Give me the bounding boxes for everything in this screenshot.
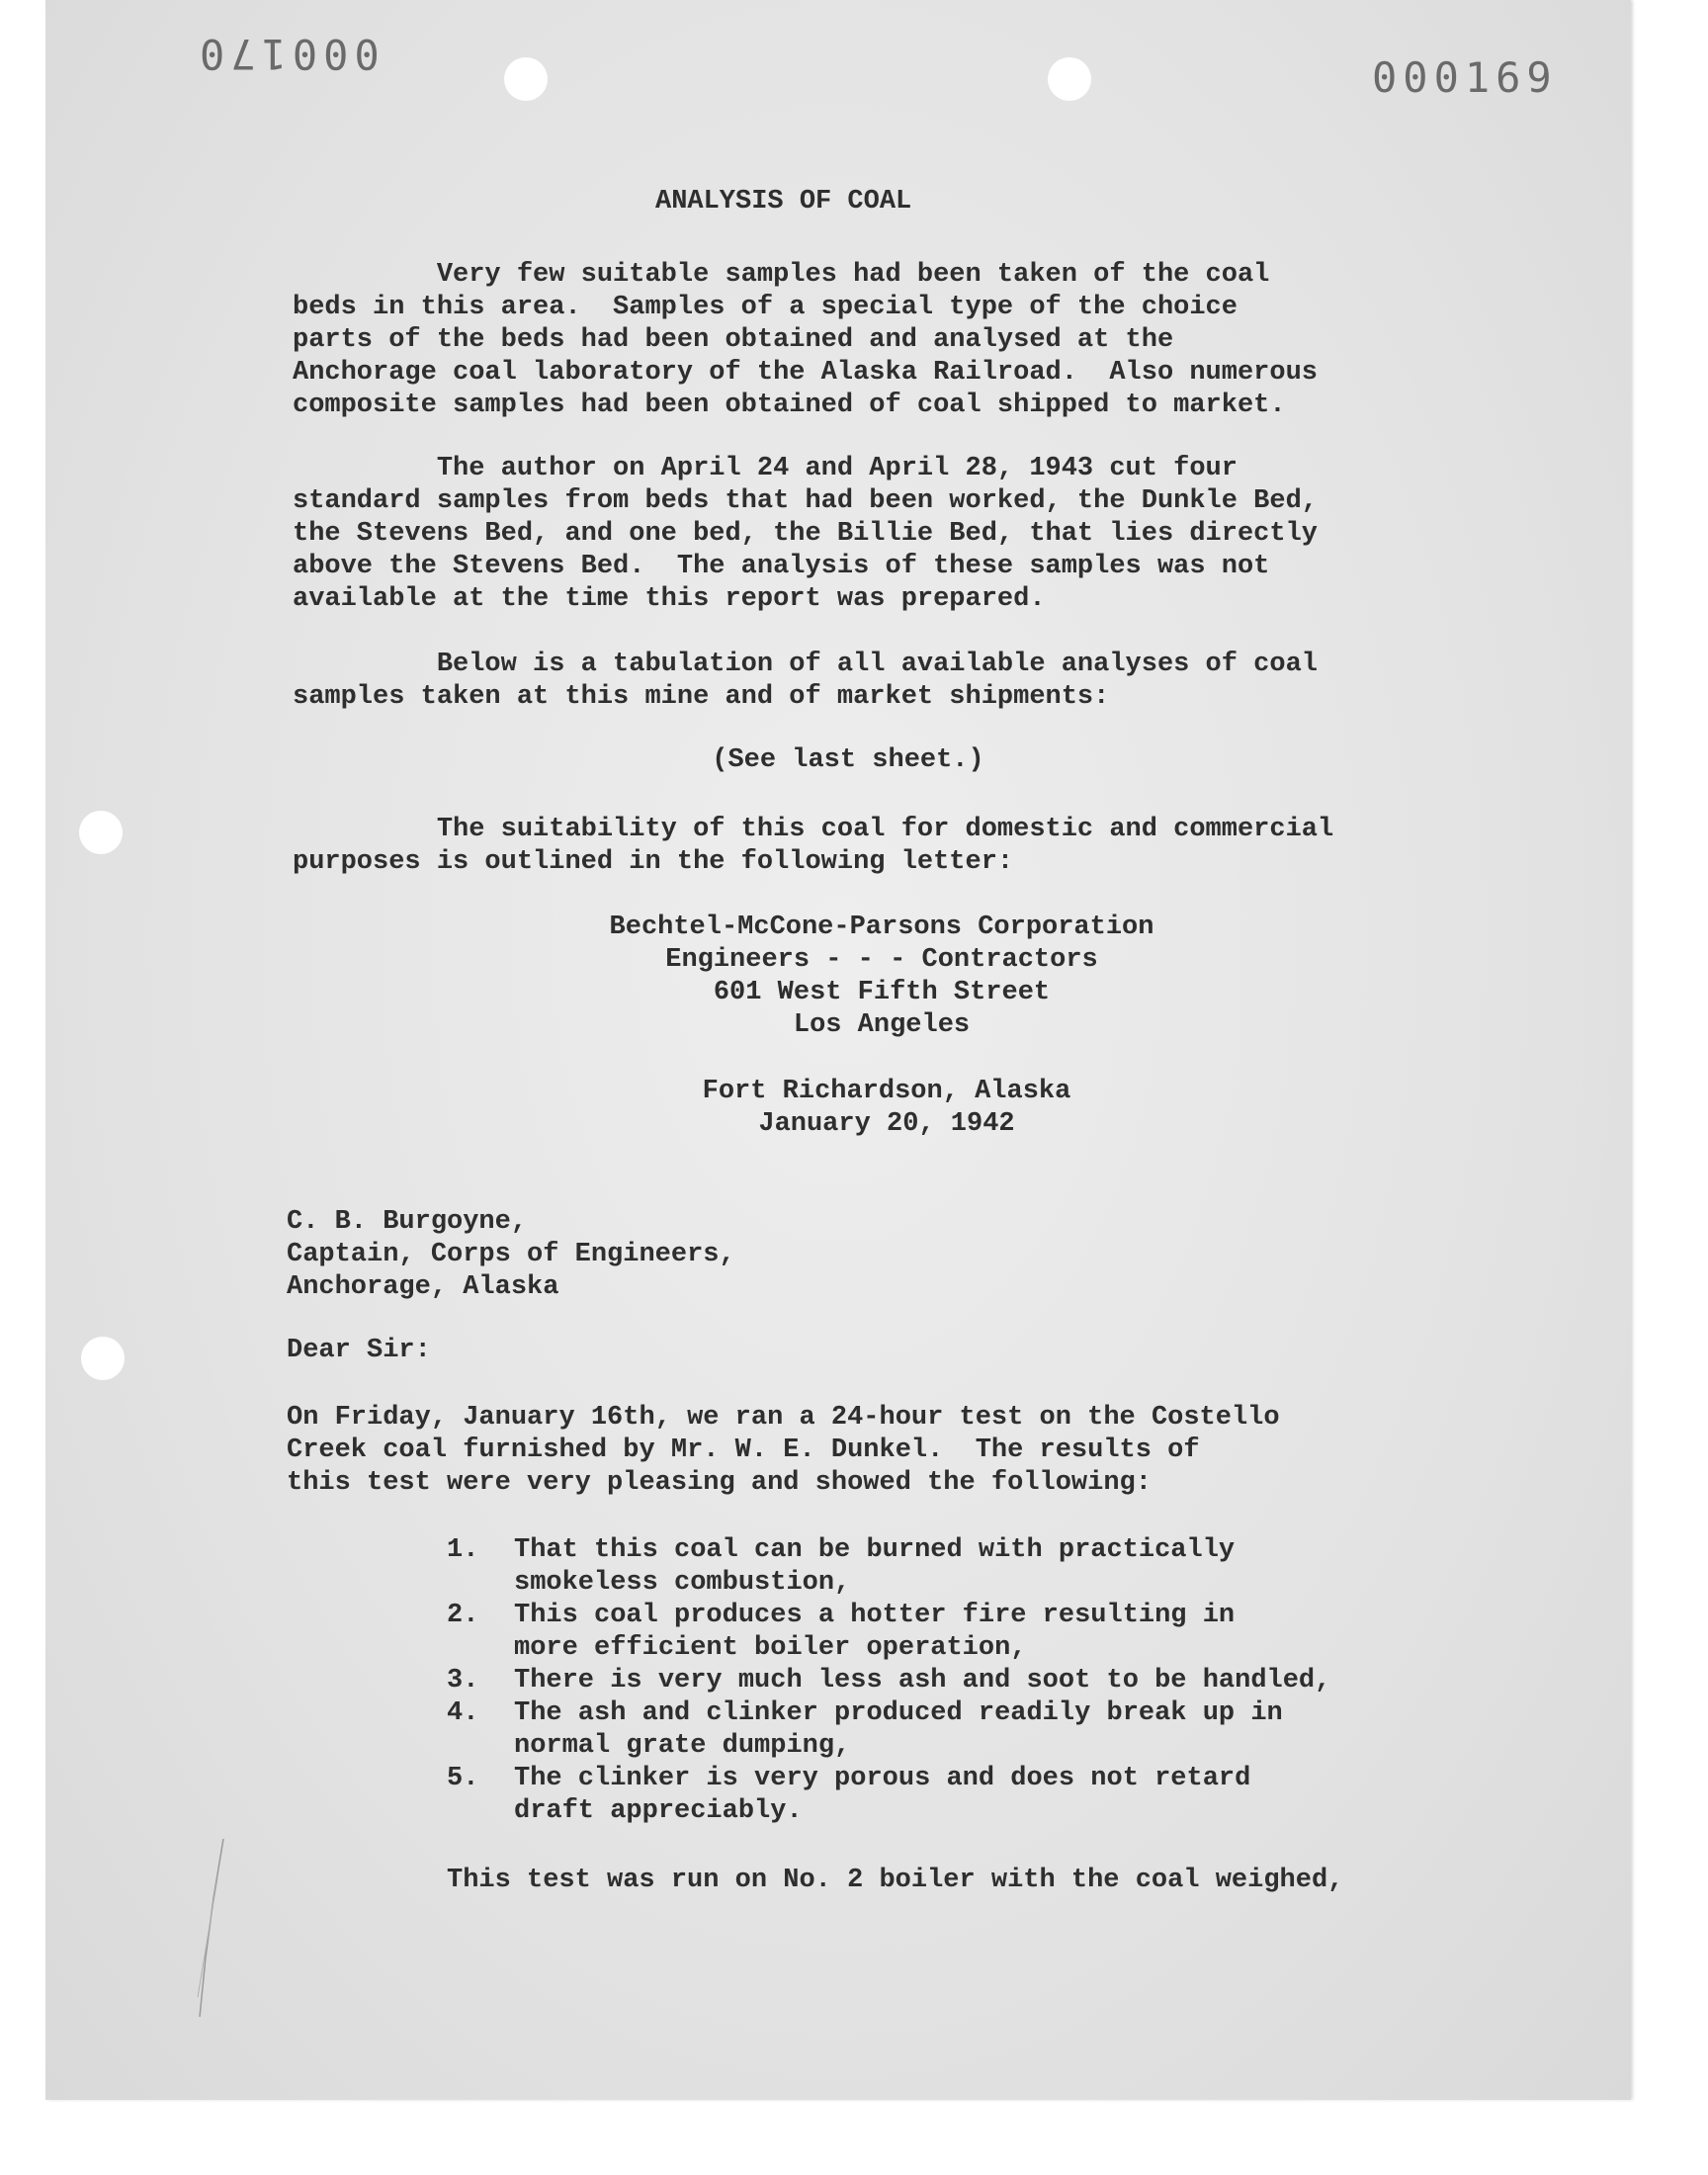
page-stamp-upside-down: 000170 <box>194 30 380 78</box>
list-item-line: more efficient boiler operation, <box>514 1633 1027 1663</box>
list-item-line: That this coal can be burned with practically <box>514 1535 1236 1565</box>
recipient-name: C. B. Burgoyne, <box>287 1207 528 1237</box>
see-last-sheet-note: (See last sheet.) <box>712 745 984 775</box>
paragraph-line: Very few suitable samples had been taken of the coal <box>293 260 1270 290</box>
paragraph-line: purposes is outlined in the following letter: <box>293 847 1014 877</box>
list-item-line: This coal produces a hotter fire resulting in <box>514 1601 1236 1630</box>
paragraph-line: the Stevens Bed, and one bed, the Billie Bed, that lies directly <box>293 519 1318 549</box>
letterhead-subtitle: Engineers - - - Contractors <box>665 945 1098 975</box>
punch-hole-middle <box>79 811 123 854</box>
list-item-line: The ash and clinker produced readily break up in <box>514 1698 1283 1728</box>
letterhead-company: Bechtel-McCone-Parsons Corporation <box>609 913 1154 942</box>
list-number: 1. <box>447 1535 479 1565</box>
paragraph-line: Below is a tabulation of all available analyses of coal <box>293 650 1318 679</box>
punch-hole-top-left <box>504 57 548 101</box>
list-item-line: smokeless combustion, <box>514 1568 851 1598</box>
body-line: this test were very pleasing and showed the following: <box>287 1468 1152 1498</box>
paragraph-line: samples taken at this mine and of market shipments: <box>293 682 1110 712</box>
list-item-line: draft appreciably. <box>514 1796 803 1826</box>
closing-line: This test was run on No. 2 boiler with the coal weighed, <box>447 1866 1344 1895</box>
page-stamp-number: 000169 <box>1372 53 1558 102</box>
list-number: 4. <box>447 1698 479 1728</box>
list-number: 3. <box>447 1666 479 1696</box>
paragraph-line: Anchorage coal laboratory of the Alaska Railroad. Also numerous <box>293 358 1318 388</box>
letterhead-city: Los Angeles <box>793 1010 971 1040</box>
punch-hole-lower <box>81 1337 125 1380</box>
document-title: ANALYSIS OF COAL <box>655 187 912 217</box>
punch-hole-top-right <box>1048 57 1091 101</box>
pencil-mark <box>194 1839 233 2017</box>
paragraph-line: composite samples had been obtained of coal shipped to market. <box>293 391 1286 420</box>
paragraph-line: standard samples from beds that had been worked, the Dunkle Bed, <box>293 486 1318 516</box>
list-item-line: The clinker is very porous and does not retard <box>514 1764 1251 1793</box>
paragraph-line: parts of the beds had been obtained and analysed at the <box>293 325 1174 355</box>
list-item-line: normal grate dumping, <box>514 1731 851 1761</box>
letterhead-address: 601 West Fifth Street <box>713 978 1051 1007</box>
paragraph-line: above the Stevens Bed. The analysis of these samples was not <box>293 552 1270 581</box>
paragraph-line: The author on April 24 and April 28, 1943 cut four <box>293 454 1238 483</box>
list-number: 5. <box>447 1764 479 1793</box>
salutation: Dear Sir: <box>287 1336 431 1365</box>
paragraph-line: beds in this area. Samples of a special type of the choice <box>293 293 1238 322</box>
list-number: 2. <box>447 1601 479 1630</box>
letter-place: Fort Richardson, Alaska <box>702 1077 1071 1106</box>
paragraph-line: The suitability of this coal for domestic and commercial <box>293 815 1334 844</box>
recipient-title: Captain, Corps of Engineers, <box>287 1240 735 1269</box>
body-line: Creek coal furnished by Mr. W. E. Dunkel. The results of <box>287 1436 1200 1465</box>
letter-date: January 20, 1942 <box>758 1109 1015 1139</box>
paragraph-line: available at the time this report was prepared. <box>293 584 1046 614</box>
body-line: On Friday, January 16th, we ran a 24-hour test on the Costello <box>287 1403 1280 1433</box>
list-item-line: There is very much less ash and soot to be handled, <box>514 1666 1331 1696</box>
recipient-location: Anchorage, Alaska <box>287 1272 559 1302</box>
